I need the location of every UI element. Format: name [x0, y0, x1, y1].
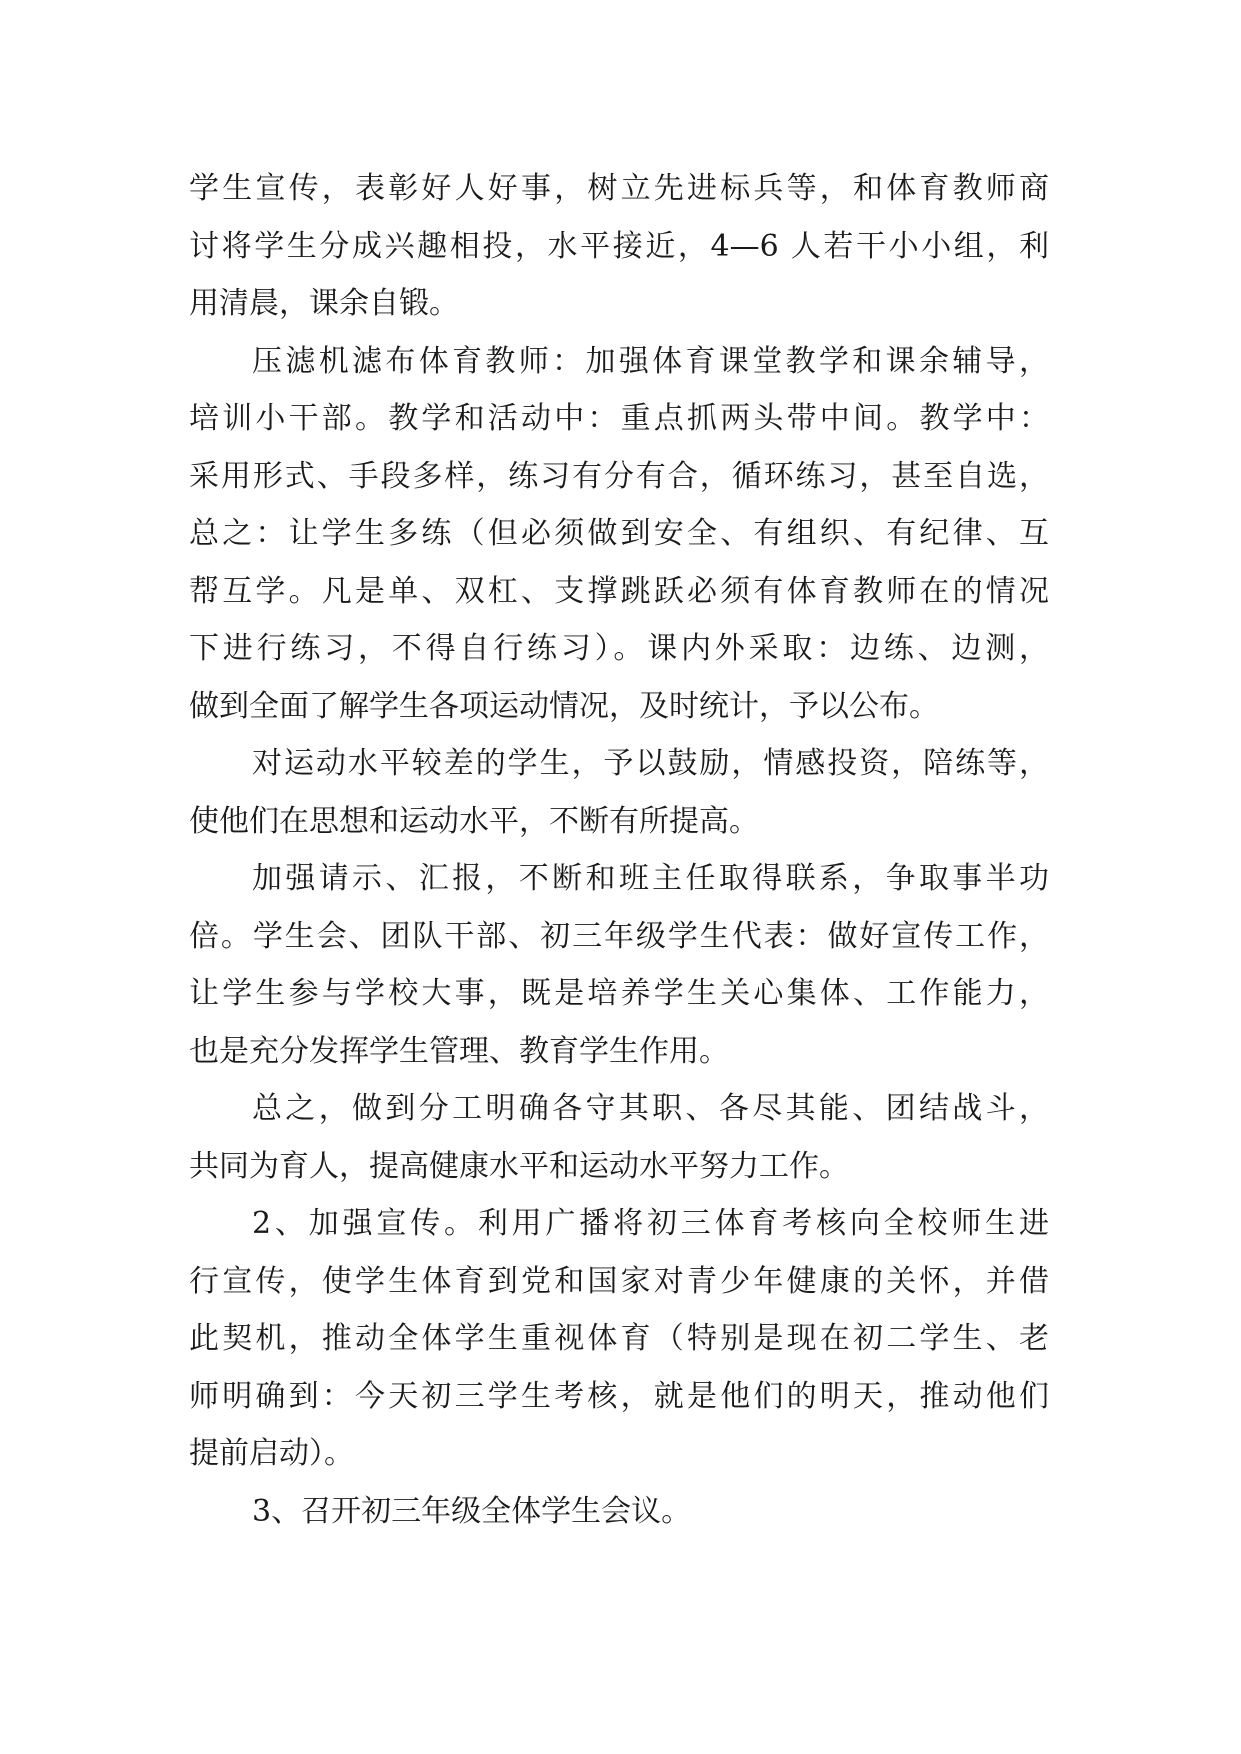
paragraph-1 [189, 160, 1049, 333]
text-line: 总之，做到分工明确各守其职、各尽其能、团结战斗， [252, 1091, 1049, 1126]
text-line: 师明确到：今天初三学生考核，就是他们的明天，推动他们 [189, 1378, 1049, 1414]
paragraph-3 [189, 735, 1049, 850]
text-line: 讨将学生分成兴趣相投，水平接近，4—6 人若干小小组，利 [189, 228, 1049, 264]
text-line: 采用形式、手段多样，练习有分有合，循环练习，甚至自选， [189, 458, 1049, 494]
text-line: 对运动水平较差的学生，予以鼓励，情感投资，陪练等， [252, 746, 1049, 781]
text-line: 2、加强宣传。利用广播将初三体育考核向全校师生进 [252, 1206, 1049, 1241]
text-line: 培训小干部。教学和活动中：重点抓两头带中间。教学中： [189, 401, 1049, 436]
text-line: 共同为育人，提高健康水平和运动水平努力工作。 [189, 1148, 849, 1184]
text-line: 下进行练习，不得自行练习）。课内外采取：边练、边测， [189, 631, 1049, 666]
paragraph-2 [189, 333, 1049, 736]
text-line: 让学生参与学校大事，既是培养学生关心集体、工作能力， [189, 976, 1049, 1011]
text-line: 做到全面了解学生各项运动情况，及时统计，予以公布。 [189, 688, 939, 724]
text-line: 3、召开初三年级全体学生会议。 [252, 1493, 692, 1529]
text-line: 提前启动）。 [189, 1436, 354, 1471]
text-line: 压滤机滤布体育教师：加强体育课堂教学和课余辅导， [252, 343, 1049, 379]
text-line: 倍。学生会、团队干部、初三年级学生代表：做好宣传工作， [189, 918, 1049, 954]
text-line: 用清晨，课余自锻。 [189, 286, 459, 321]
text-line: 总之：让学生多练（但必须做到安全、有组织、有纪律、互 [189, 516, 1049, 551]
paragraph-6 [189, 1195, 1049, 1483]
text-line: 加强请示、汇报，不断和班主任取得联系，争取事半功 [252, 861, 1049, 896]
paragraph-7 [189, 1483, 1049, 1541]
paragraph-4 [189, 850, 1049, 1080]
text-line: 帮互学。凡是单、双杠、支撑跳跃必须有体育教师在的情况 [189, 573, 1049, 609]
paragraph-5 [189, 1080, 1049, 1195]
text-line: 学生宣传，表彰好人好事，树立先进标兵等，和体育教师商 [189, 171, 1049, 206]
text-line: 使他们在思想和运动水平，不断有所提高。 [189, 803, 759, 839]
text-line: 行宣传，使学生体育到党和国家对青少年健康的关怀，并借 [189, 1263, 1049, 1299]
text-line: 也是充分发挥学生管理、教育学生作用。 [189, 1033, 729, 1069]
document-body [189, 160, 1049, 1540]
text-line: 此契机，推动全体学生重视体育（特别是现在初二学生、老 [189, 1321, 1049, 1356]
